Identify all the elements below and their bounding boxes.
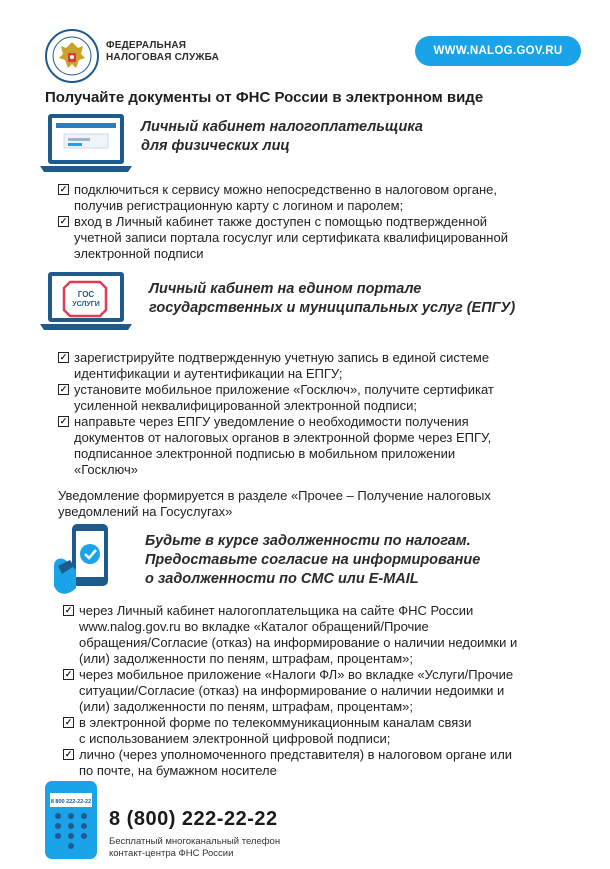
section1-title-line2: для физических лиц: [141, 138, 290, 154]
checkbox-icon: ✓: [64, 669, 73, 679]
checkbox-icon: ✓: [59, 352, 68, 362]
org-name-line1: ФЕДЕРАЛЬНАЯ: [106, 40, 187, 51]
checkbox-icon: ✓: [64, 605, 73, 615]
section3-title-line2: Предоставьте согласие на информирование: [145, 552, 481, 568]
section3-title-line1: Будьте в курсе задолженности по налогам.: [145, 533, 471, 549]
section2-title-line2: государственных и муниципальных услуг (ЕПГУ): [149, 300, 516, 316]
phone-hand-icon: [48, 522, 120, 598]
checkbox-icon: ✓: [59, 416, 68, 426]
checkbox-icon: ✓: [59, 184, 68, 194]
checkbox-icon: ✓: [64, 749, 73, 759]
hotline-caption: Бесплатный многоканальный телефон контакт-центра ФНС России: [109, 836, 281, 859]
phone-keypad-icon: [45, 781, 97, 859]
laptop-icon: [40, 112, 132, 174]
section1-title-line1: Личный кабинет налогоплательщика: [141, 119, 423, 135]
section3-list: [63, 603, 517, 779]
section2-title-line1: Личный кабинет на едином портале: [149, 281, 422, 297]
section1-title: [141, 118, 423, 156]
page-title: Получайте документы от ФНС России в электронном виде: [45, 89, 484, 106]
list-item: ✓ направьте через ЕПГУ уведомление о необходимости получения документов от налоговых органов в электронной форме через ЕПГУ, подписанное электронной подписью в мобильном приложении «Госключ»: [59, 414, 492, 477]
section1-list: [58, 182, 508, 262]
org-name: [106, 40, 219, 64]
notice-text: Уведомление формируется в разделе «Прочее – Получение налоговых уведомлений на Госуслугах»: [58, 488, 491, 519]
site-link-button[interactable]: WWW.NALOG.GOV.RU: [415, 36, 581, 66]
section2-list: [58, 350, 494, 478]
list-item: ✓ вход в Личный кабинет также доступен с помощью подтвержденной учетной записи портала госуслуг или сертификата квалифицированной электронной подписи: [59, 214, 508, 261]
list-item: ✓ зарегистрируйте подтвержденную учетную запись в единой системе идентификации и аутентификации на ЕПГУ;: [59, 350, 490, 381]
list-item: ✓ установите мобильное приложение «Госключ», получите сертификат усиленной неквалифицированной электронной подписи;: [59, 382, 494, 413]
gos-logo-line2: УСЛУГИ: [72, 301, 100, 308]
list-item: ✓ подключиться к сервису можно непосредственно в налоговом органе, получив регистрационную карту с логином и паролем;: [59, 182, 498, 213]
checkbox-icon: ✓: [59, 216, 68, 226]
phone-screen-number: 8 800 222-22-22: [50, 799, 92, 805]
org-name-line2: НАЛОГОВАЯ СЛУЖБА: [106, 52, 220, 63]
list-item: ✓ через мобильное приложение «Налоги ФЛ» во вкладке «Услуги/Прочие ситуации/Согласие (отказ) на информирование о наличии недоимки и (или) задолженности по пеням, штрафам, процентам»;: [64, 667, 514, 714]
checkbox-icon: ✓: [59, 384, 68, 394]
checkbox-icon: ✓: [64, 717, 73, 727]
list-item: ✓ лично (через уполномоченного представителя) в налоговом органе или по почте, на бумажном носителе: [64, 747, 513, 778]
fns-emblem: [44, 28, 100, 84]
list-item: ✓ через Личный кабинет налогоплательщика на сайте ФНС России www.nalog.gov.ru во вкладке «Каталог обращений/Прочие обращения/Согласие (отказ) на информирование о наличии недоимки и (или) задолженности по пеням, штрафам, процентам»;: [64, 603, 518, 666]
section2-title: [149, 280, 515, 318]
gosuslugi-laptop-icon: [40, 270, 132, 332]
hotline-number[interactable]: 8 (800) 222-22-22: [109, 808, 278, 830]
list-item: ✓ в электронной форме по телекоммуникационным каналам связи с использованием электронной цифровой подписи;: [64, 715, 472, 746]
section3-title: [145, 532, 480, 589]
section3-title-line3: о задолженности по СМС или E-MAIL: [145, 571, 419, 587]
gos-logo-line1: ГОС: [77, 290, 95, 299]
